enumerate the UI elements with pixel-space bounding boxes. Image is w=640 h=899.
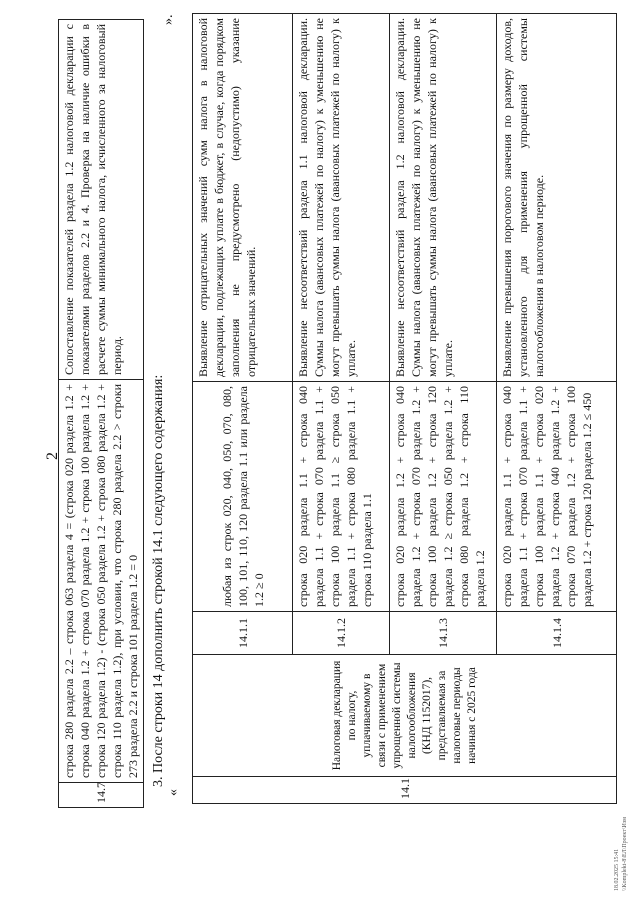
stamp-path: \\Komplekt-8\ЕЛ\Проект\Изм: [622, 817, 628, 891]
table-row-14-7: [58, 19, 144, 808]
row-code: 14.7: [59, 783, 144, 808]
table-section-14-1: [192, 13, 617, 804]
row-code: 14.1.4: [497, 612, 617, 655]
declaration-name: Налоговая декларация по налогу, уплачиваемому в связи с применением упрощенной системы налогообложения (КНД 1152017), представляемая за налоговые периоды начиная с 2025 года: [193, 655, 617, 777]
opening-quote: «: [166, 789, 181, 796]
row-description: Выявление превышения порогового значения по размеру доходов, установленного для применения упрощенной системы налогообложения в налоговом периоде.: [497, 14, 617, 382]
row-formula: любая из строк 020, 040, 050, 070, 080, 100, 101, 110, 120 раздела 1.1 или раздела 1.2 ≥ 0: [193, 382, 293, 612]
closing-quote: ».: [161, 14, 176, 25]
row-description: Сопоставление показателей раздела 1.2 налоговой декларации с показателями разделов 2.2 и 4. Проверка на наличие ошибки в расчете суммы минимального налога, исчисленного за налоговый период.: [59, 20, 144, 380]
file-stamp: [613, 817, 629, 891]
table-row: [59, 20, 144, 808]
row-code: 14.1.2: [293, 612, 390, 655]
row-code: 14.1.3: [390, 612, 497, 655]
row-description: Выявление несоответствий раздела 1.1 налоговой декларации. Суммы налога (авансовых платежей по налогу) к уменьшению не могут превышать суммы налога (авансовых платежей по налогу) к уплате.: [293, 14, 390, 382]
row-formula: строка 020 раздела 1.1 + строка 040 раздела 1.1 + строка 070 раздела 1.1 + строка 100 раздела 1.1 ≥ строка 050 раздела 1.1 + строка 080 раздела 1.1 + строка 110 раздела 1.1: [293, 382, 390, 612]
amendment-instruction: 3. После строки 14 дополнить строкой 14.1 следующего содержания:: [151, 374, 166, 787]
stamp-date: 18.02.2025 15:41: [614, 848, 620, 891]
row-code: 14.1.1: [193, 612, 293, 655]
row-formula: строка 020 раздела 1.1 + строка 040 раздела 1.1 + строка 070 раздела 1.1 + строка 100 раздела 1.1 + строка 020 раздела 1.2 + строка 040 раздела 1.2 + строка 070 раздела 1.2 + строка 100 раздела 1.2 + строка 120 раздела 1.2 ≤ 450: [497, 382, 617, 612]
row-description: Выявление несоответствий раздела 1.2 налоговой декларации. Суммы налога (авансовых платежей по налогу) к уменьшению не могут превышать суммы налога (авансовых платежей по налогу) к уплате.: [390, 14, 497, 382]
page-number: 2: [44, 452, 61, 460]
section-number: 14.1: [193, 777, 617, 804]
row-formula: строка 280 раздела 2.2 – строка 063 раздела 4 = (строка 020 раздела 1.2 + строка 040 раздела 1.2 + строка 070 раздела 1.2 + строка 100 раздела 1.2 + строка 120 раздела 1.2) - (строка 050 раздела 1.2 + строка 080 раздела 1.2 + строка 110 раздела 1.2), при условии, что строка 280 раздела 2.2 > строки 273 раздела 2.2 и строка 101 раздела 1.2 = 0: [59, 380, 144, 783]
row-description: Выявление отрицательных значений сумм налога в налоговой декларации, подлежащих уплате в бюджет, в случае, когда порядком заполнения не предусмотрено (недопустимо) указание отрицательных значений.: [193, 14, 293, 382]
row-formula: строка 020 раздела 1.2 + строка 040 раздела 1.2 + строка 070 раздела 1.2 + строка 100 раздела 1.2 + строка 120 раздела 1.2 ≥ строка 050 раздела 1.2 + строка 080 раздела 1.2 + строка 110 раздела 1.2: [390, 382, 497, 612]
table-row: [193, 14, 293, 804]
